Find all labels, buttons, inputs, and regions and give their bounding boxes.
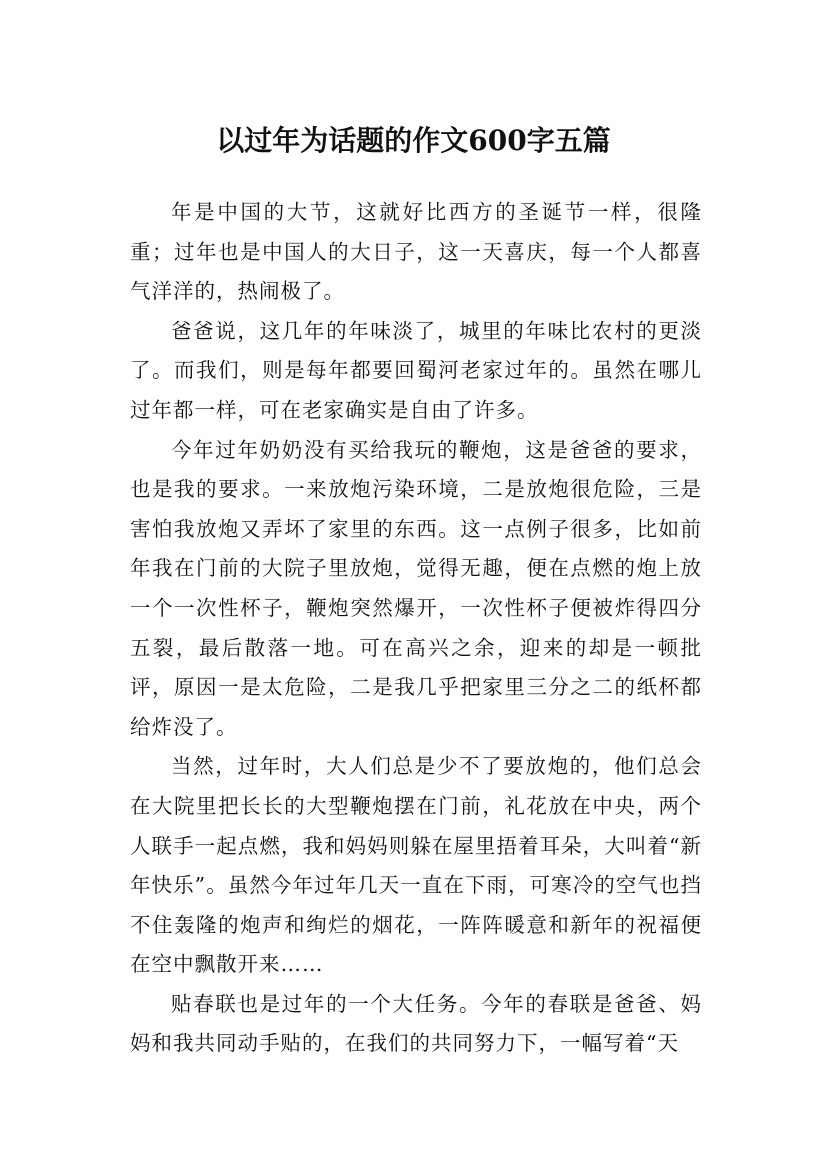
paragraph-4: 当然，过年时，大人们总是少不了要放炮的，他们总会在大院里把长长的大型鞭炮摆在门前，礼花放在中央，两个人联手一起点燃，我和妈妈则躲在屋里捂着耳朵，大叫着“新年快乐”。虽然今年过年几天一直在下雨，可寒冷的空气也挡不住轰隆的炮声和绚烂的烟花，一阵阵暖意和新年的祝福便在空中飘散开来…… — [130, 754, 702, 977]
paragraph-1: 年是中国的大节，这就好比西方的圣诞节一样，很隆重；过年也是中国人的大日子，这一天喜庆，每一个人都喜气洋洋的，热闹极了。 — [130, 200, 702, 304]
paragraph-3: 今年过年奶奶没有买给我玩的鞭炮，这是爸爸的要求，也是我的要求。一来放炮污染环境，二是放炮很危险，三是害怕我放炮又弄坏了家里的东西。这一点例子很多，比如前年我在门前的大院子里放炮，觉得无趣，便在点燃的炮上放一个一次性杯子，鞭炮突然爆开，一次性杯子便被炸得四分五裂，最后散落一地。可在高兴之余，迎来的却是一顿批评，原因一是太危险，二是我几乎把家里三分之二的纸杯都给炸没了。 — [130, 437, 702, 739]
paragraph-2: 爸爸说，这几年的年味淡了，城里的年味比农村的更淡了。而我们，则是每年都要回蜀河老家过年的。虽然在哪儿过年都一样，可在老家确实是自由了许多。 — [130, 318, 702, 422]
document-title: 以过年为话题的作文600字五篇 — [216, 123, 611, 157]
paragraph-5: 贴春联也是过年的一个大任务。今年的春联是爸爸、妈妈和我共同动手贴的，在我们的共同努力下，一幅写着“天 — [130, 991, 702, 1056]
document-body — [130, 193, 702, 1064]
